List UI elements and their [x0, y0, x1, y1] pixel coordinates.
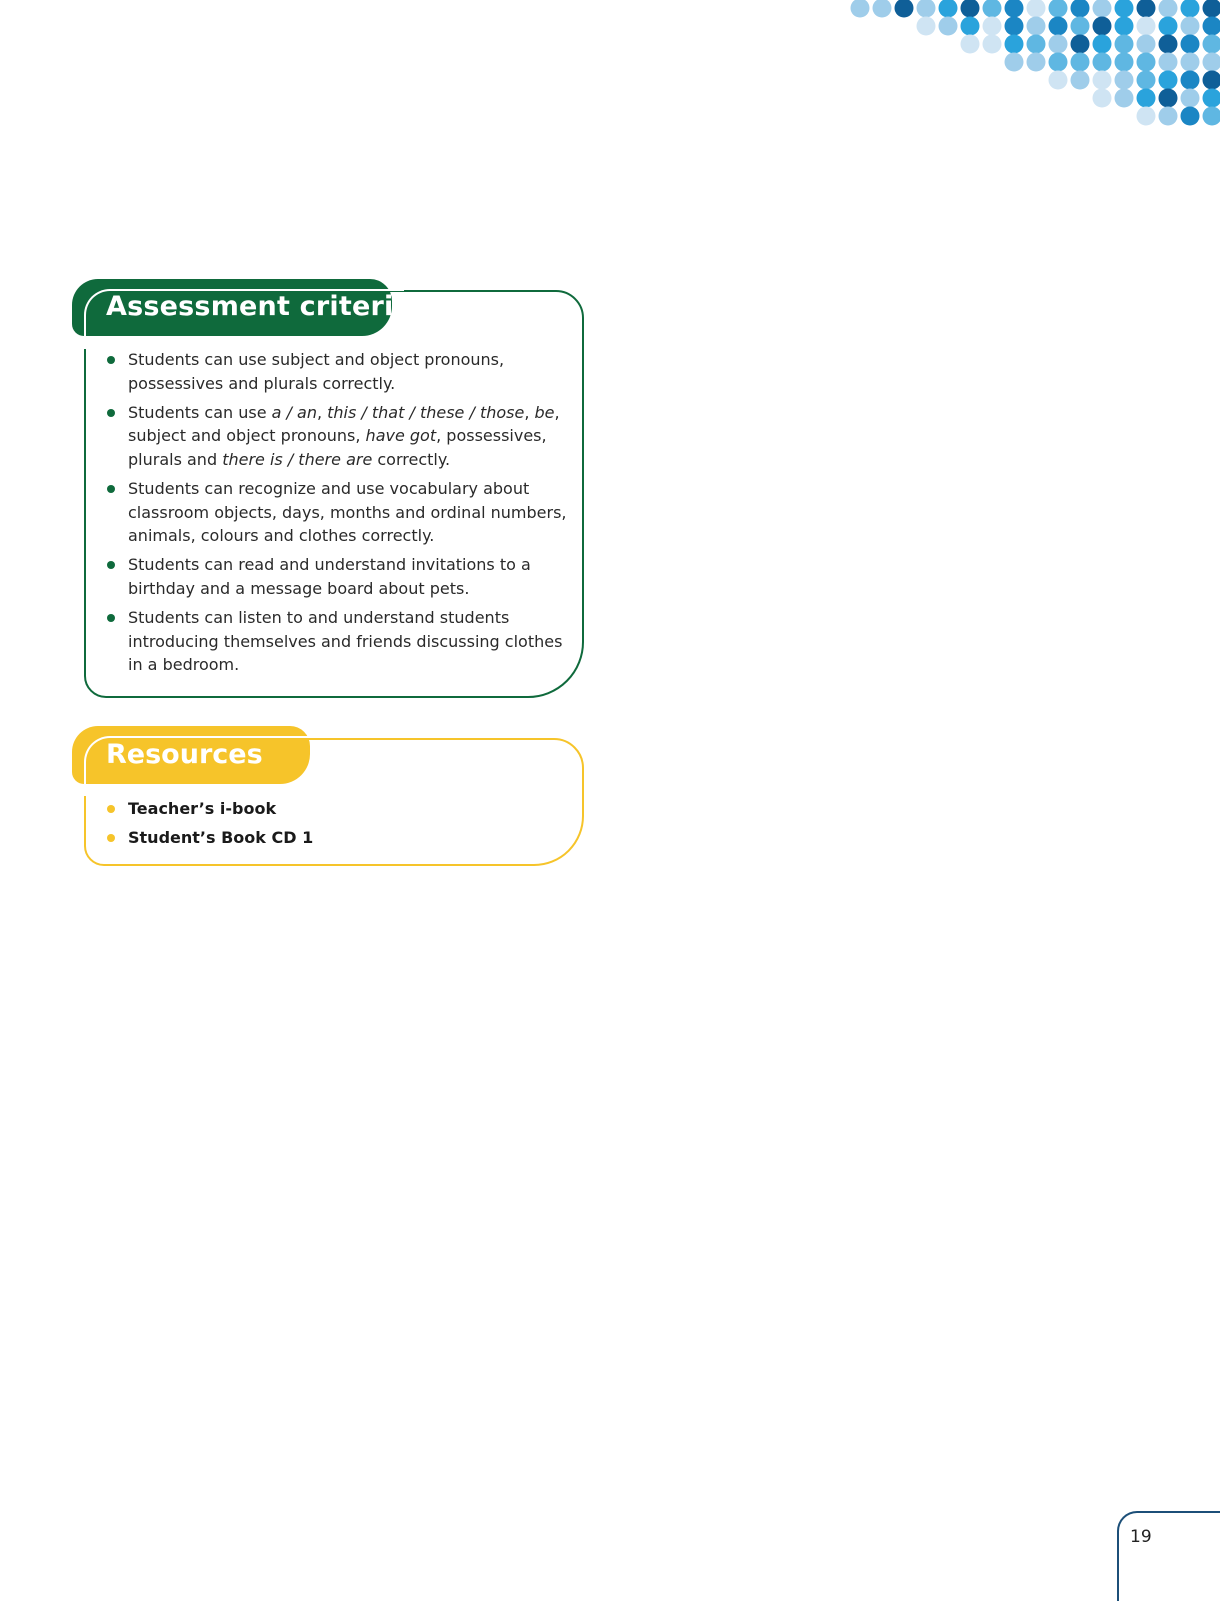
decorative-dot	[1027, 17, 1046, 36]
resources-list	[104, 797, 313, 855]
decorative-dot-pattern	[840, 0, 1220, 140]
decorative-dot	[1137, 89, 1156, 108]
bullet-icon	[107, 485, 115, 493]
decorative-dot	[851, 0, 870, 18]
decorative-dot	[1181, 71, 1200, 90]
decorative-dot	[1027, 0, 1046, 18]
bullet-icon	[107, 805, 115, 813]
decorative-dot	[939, 17, 958, 36]
decorative-dot	[873, 0, 892, 18]
decorative-dot	[1027, 35, 1046, 54]
criterion-italic-text: there is / there are	[222, 450, 372, 469]
decorative-dot	[1203, 0, 1220, 18]
criterion-italic-text: be	[535, 403, 555, 422]
criterion-text: Students can read and understand invitations to a birthday and a message board about pets.	[128, 555, 531, 598]
decorative-dot	[1049, 35, 1068, 54]
decorative-dot	[1137, 35, 1156, 54]
decorative-dot	[1181, 89, 1200, 108]
resources-title: Resources	[106, 739, 263, 770]
criterion-text: , subject and object pronouns,	[128, 403, 560, 446]
resource-item-label: Teacher’s i-book	[128, 799, 276, 818]
resource-item	[104, 797, 313, 820]
decorative-dot	[895, 0, 914, 18]
resource-item-label: Student’s Book CD 1	[128, 828, 313, 847]
criterion-text: , possessives, plurals and	[128, 426, 547, 469]
assessment-criterion-item	[104, 348, 580, 395]
decorative-dot	[961, 0, 980, 18]
decorative-dot	[1093, 89, 1112, 108]
decorative-dot	[1137, 53, 1156, 72]
decorative-dot	[1137, 17, 1156, 36]
decorative-dot	[1181, 107, 1200, 126]
criterion-text: Students can use	[128, 403, 272, 422]
decorative-dot	[1071, 35, 1090, 54]
assessment-criteria-list	[104, 348, 580, 682]
decorative-dot	[1093, 17, 1112, 36]
decorative-dot	[1093, 0, 1112, 18]
assessment-criteria-title: Assessment criteria	[106, 291, 412, 322]
decorative-dot	[1137, 71, 1156, 90]
decorative-dot	[1203, 71, 1220, 90]
assessment-criterion-item	[104, 606, 580, 677]
decorative-dot	[917, 17, 936, 36]
decorative-dot	[1005, 53, 1024, 72]
criterion-text: Students can use subject and object pronouns, possessives and plurals correctly.	[128, 350, 504, 393]
decorative-dot	[1005, 0, 1024, 18]
decorative-dot	[1159, 53, 1178, 72]
decorative-dot	[917, 0, 936, 18]
assessment-criterion-item	[104, 401, 580, 472]
criterion-text: Students can listen to and understand students introducing themselves and friends discussing clothes in a bedroom.	[128, 608, 562, 674]
criterion-text: correctly.	[372, 450, 450, 469]
decorative-dot	[1203, 35, 1220, 54]
decorative-dot	[1159, 17, 1178, 36]
decorative-dot	[961, 17, 980, 36]
decorative-dot	[1049, 17, 1068, 36]
decorative-dot	[1049, 0, 1068, 18]
decorative-dot	[1005, 35, 1024, 54]
decorative-dot	[1203, 53, 1220, 72]
decorative-dot	[1203, 89, 1220, 108]
criterion-text: ,	[524, 403, 534, 422]
decorative-dot	[939, 0, 958, 18]
criterion-text: Students can recognize and use vocabulary about classroom objects, days, months and ordinal numbers, animals, colours and clothes correctly.	[128, 479, 567, 545]
decorative-dot	[1159, 0, 1178, 18]
bullet-icon	[107, 614, 115, 622]
bullet-icon	[107, 356, 115, 364]
decorative-dot	[1071, 71, 1090, 90]
decorative-dot	[1181, 0, 1200, 18]
decorative-dot	[1159, 107, 1178, 126]
decorative-dot	[1049, 53, 1068, 72]
decorative-dot	[1137, 0, 1156, 18]
decorative-dot	[1115, 0, 1134, 18]
decorative-dot	[1115, 71, 1134, 90]
decorative-dot	[1115, 53, 1134, 72]
decorative-dot	[1159, 71, 1178, 90]
decorative-dot	[1093, 71, 1112, 90]
decorative-dot	[1137, 107, 1156, 126]
page-number: 19	[1130, 1527, 1152, 1547]
decorative-dot	[1115, 89, 1134, 108]
bullet-icon	[107, 409, 115, 417]
decorative-dot	[983, 35, 1002, 54]
criterion-text: ,	[317, 403, 327, 422]
decorative-dot	[1071, 0, 1090, 18]
decorative-dot	[1181, 53, 1200, 72]
decorative-dot	[1203, 107, 1220, 126]
decorative-dot	[1159, 35, 1178, 54]
decorative-dot	[1181, 17, 1200, 36]
decorative-dot	[1159, 89, 1178, 108]
decorative-dot	[983, 17, 1002, 36]
decorative-dot	[1005, 17, 1024, 36]
criterion-italic-text: a / an	[272, 403, 317, 422]
decorative-dot	[961, 35, 980, 54]
decorative-dot	[1115, 35, 1134, 54]
decorative-dot	[1203, 17, 1220, 36]
decorative-dot	[1027, 53, 1046, 72]
criterion-italic-text: have got	[366, 426, 437, 445]
decorative-dot	[1071, 53, 1090, 72]
decorative-dot	[1093, 35, 1112, 54]
resource-item	[104, 826, 313, 849]
bullet-icon	[107, 834, 115, 842]
decorative-dot	[1181, 35, 1200, 54]
assessment-criterion-item	[104, 477, 580, 548]
bullet-icon	[107, 561, 115, 569]
decorative-dot	[1093, 53, 1112, 72]
criterion-italic-text: this / that / these / those	[327, 403, 524, 422]
decorative-dot	[1049, 71, 1068, 90]
assessment-criterion-item	[104, 553, 580, 600]
decorative-dot	[983, 0, 1002, 18]
decorative-dot	[1071, 17, 1090, 36]
decorative-dot	[1115, 17, 1134, 36]
